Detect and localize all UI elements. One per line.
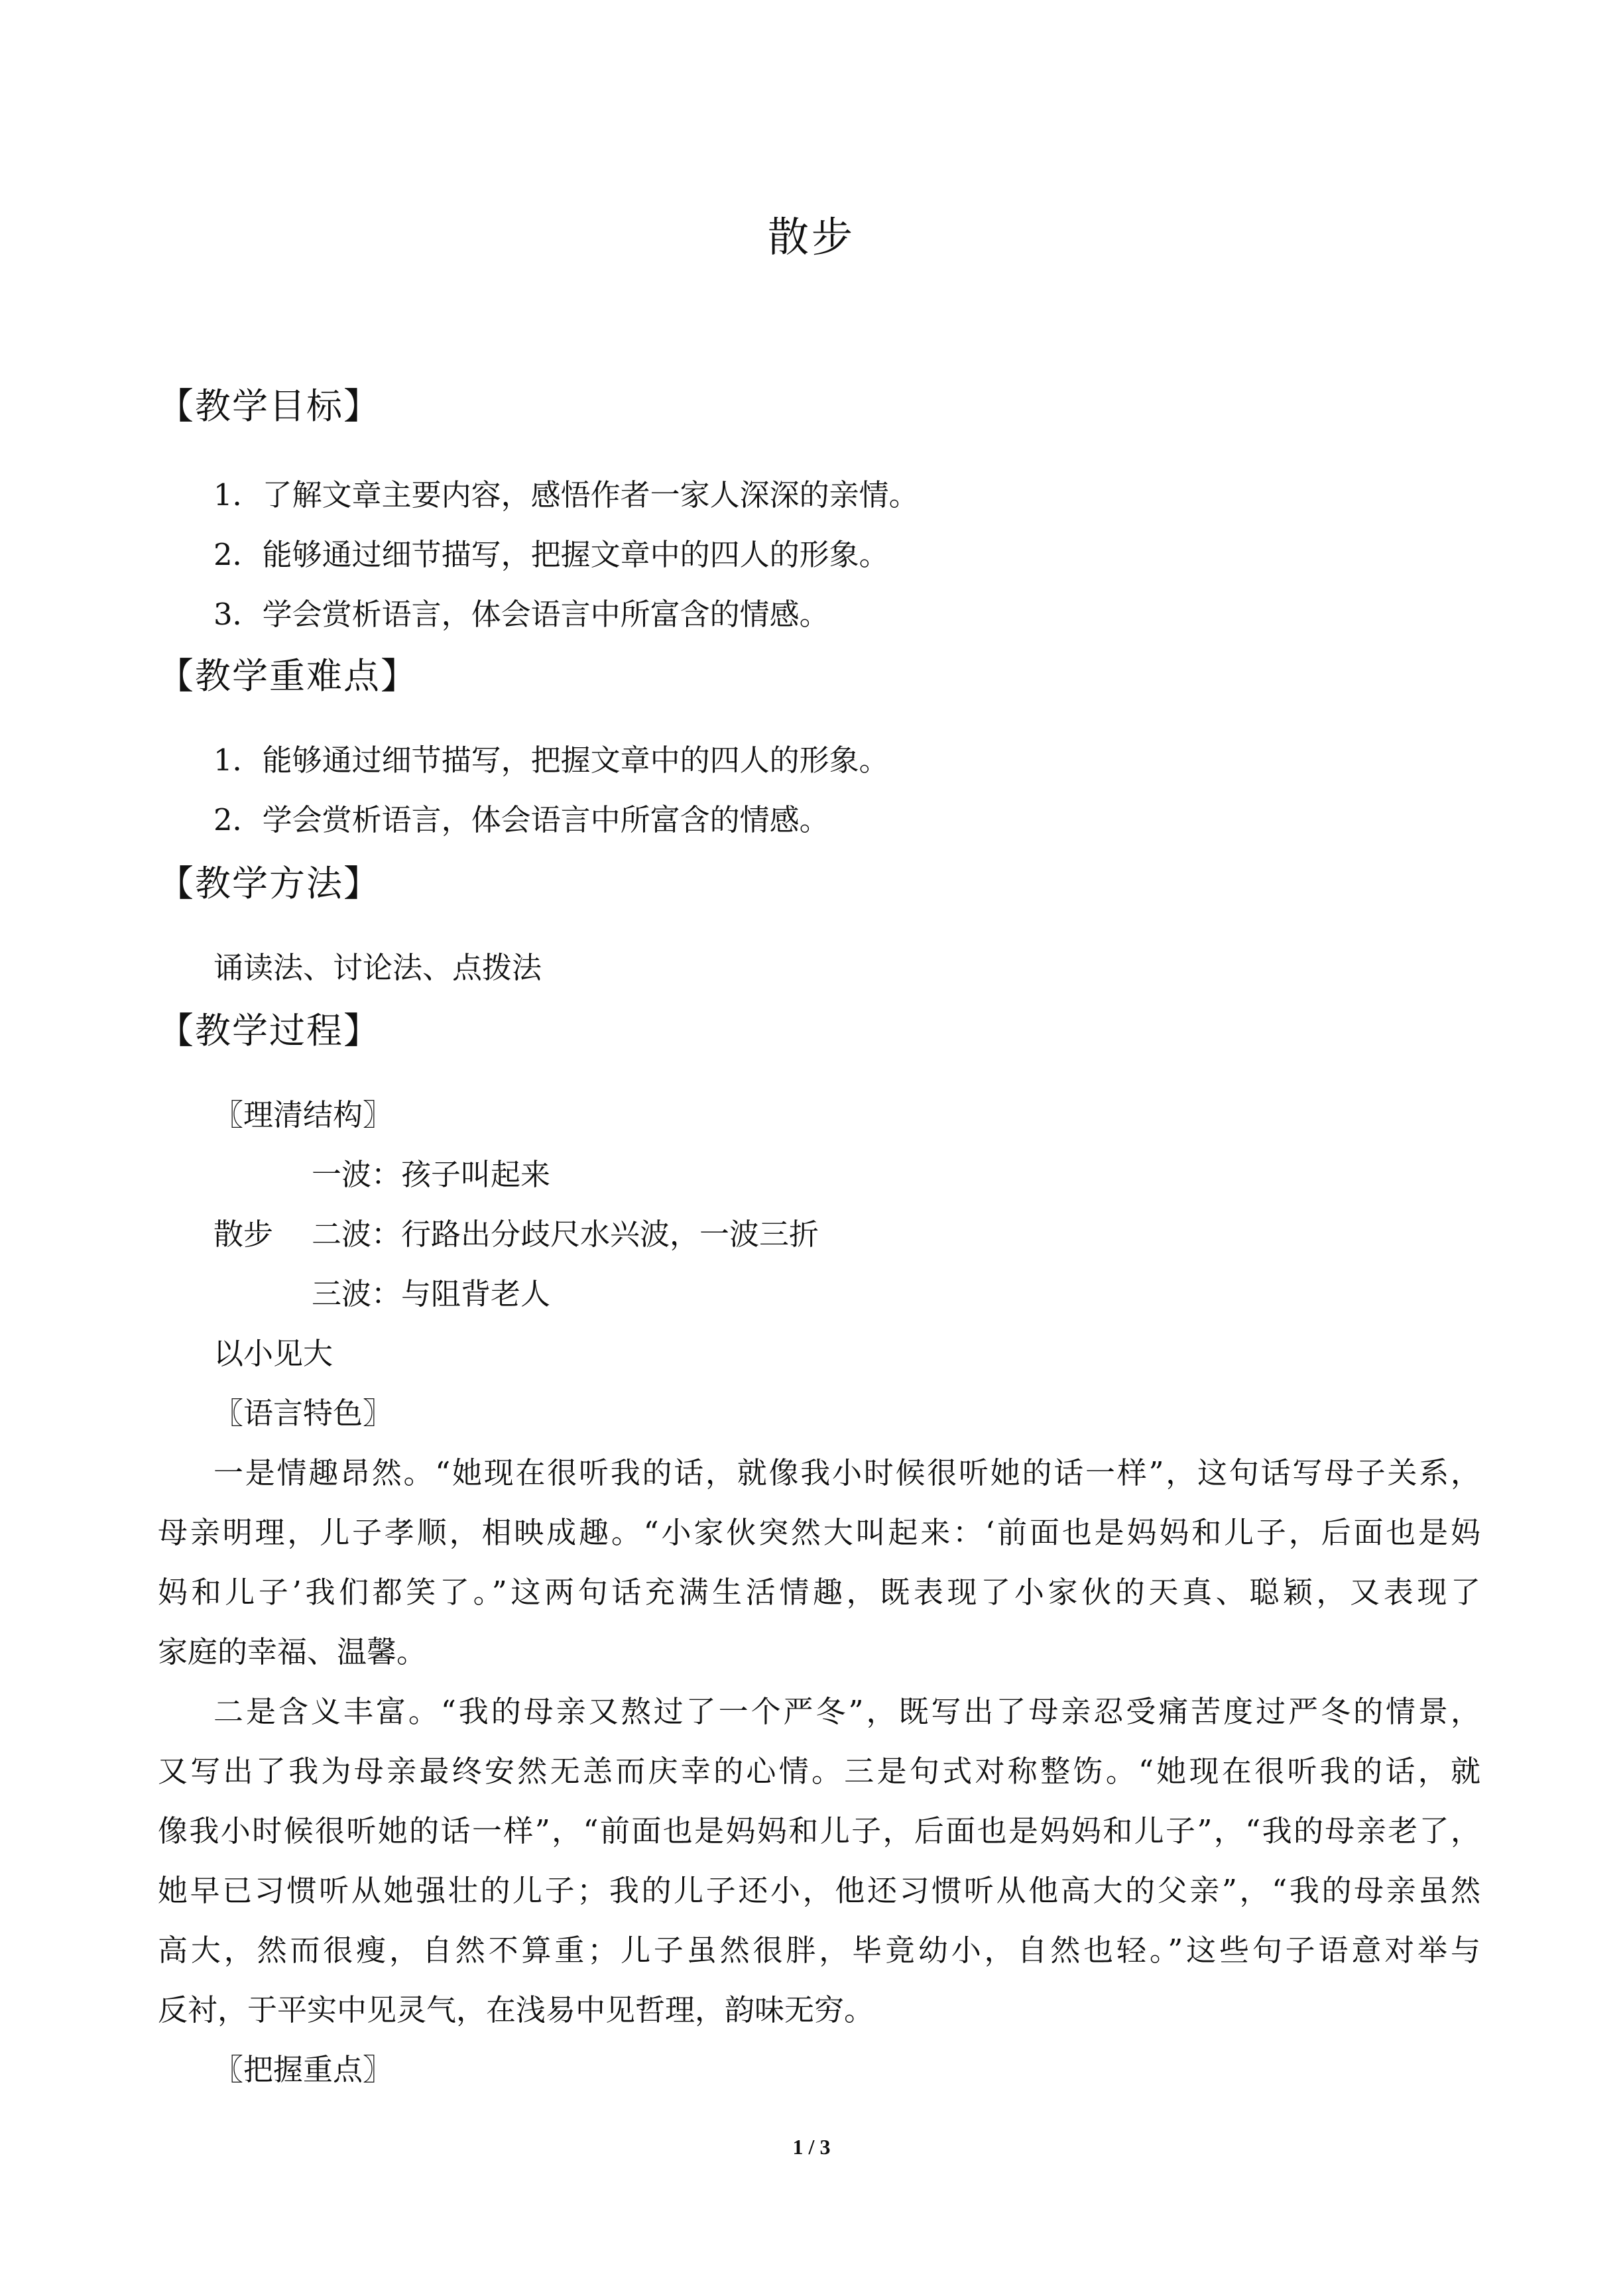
- methods-text: 诵读法、讨论法、点拨法: [213, 950, 542, 985]
- focus-label: 〖把握重点〗: [213, 2052, 393, 2087]
- paragraph-line: 家庭的幸福、温馨。: [158, 1634, 427, 1669]
- section-heading-process: 【教学过程】: [158, 1010, 381, 1052]
- structure-center-label: 散步: [213, 1217, 274, 1252]
- key-point-item: 1．能够通过细节描写，把握文章中的四人的形象。: [213, 743, 889, 778]
- structure-wave-2: 二波：行路出分歧尺水兴波，一波三折: [312, 1217, 819, 1252]
- page-number: 1 / 3: [792, 2135, 831, 2159]
- paragraph-line: 二是含义丰富。“我的母亲又熬过了一个严冬”，既写出了母亲忍受痛苦度过严冬的情景，: [213, 1694, 1480, 1729]
- key-point-item: 2．学会赏析语言，体会语言中所富含的情感。: [213, 802, 829, 837]
- paragraph-line: 一是情趣昂然。“她现在很听我的话，就像我小时候很听她的话一样”，这句话写母子关系，: [213, 1455, 1480, 1490]
- section-heading-key-points: 【教学重难点】: [158, 655, 418, 697]
- structure-summary: 以小见大: [213, 1336, 333, 1371]
- language-label: 〖语言特色〗: [213, 1396, 393, 1431]
- paragraph-line: 像我小时候很听她的话一样”，“前面也是妈妈和儿子，后面也是妈妈和儿子”，“我的母亲老了，: [158, 1813, 1480, 1848]
- objective-item: 1．了解文章主要内容，感悟作者一家人深深的亲情。: [213, 477, 919, 513]
- objective-item: 3．学会赏析语言，体会语言中所富含的情感。: [213, 597, 829, 632]
- paragraph-line: 反衬，于平实中见灵气，在浅易中见哲理，韵味无穷。: [158, 1992, 874, 2027]
- document-title: 散步: [767, 213, 855, 261]
- paragraph-line: 她早已习惯听从她强壮的儿子；我的儿子还小，他还习惯听从他高大的父亲”，“我的母亲虽然: [158, 1873, 1480, 1908]
- paragraph-line: 高大，然而很瘦，自然不算重；儿子虽然很胖，毕竟幼小，自然也轻。”这些句子语意对举与: [158, 1933, 1480, 1968]
- structure-wave-3: 三波：与阻背老人: [312, 1276, 551, 1311]
- paragraph-line: 妈和儿子’我们都笑了。”这两句话充满生活情趣，既表现了小家伙的天真、聪颖，又表现了: [158, 1575, 1480, 1610]
- section-heading-objectives: 【教学目标】: [158, 385, 381, 427]
- structure-wave-1: 一波：孩子叫起来: [312, 1157, 551, 1192]
- paragraph-line: 又写出了我为母亲最终安然无恙而庆幸的心情。三是句式对称整饬。“她现在很听我的话，就: [158, 1754, 1480, 1789]
- paragraph-line: 母亲明理，儿子孝顺，相映成趣。“小家伙突然大叫起来：‘前面也是妈妈和儿子，后面也是妈: [158, 1515, 1480, 1550]
- section-heading-methods: 【教学方法】: [158, 863, 381, 904]
- structure-label: 〖理清结构〗: [213, 1097, 393, 1132]
- objective-item: 2．能够通过细节描写，把握文章中的四人的形象。: [213, 537, 889, 572]
